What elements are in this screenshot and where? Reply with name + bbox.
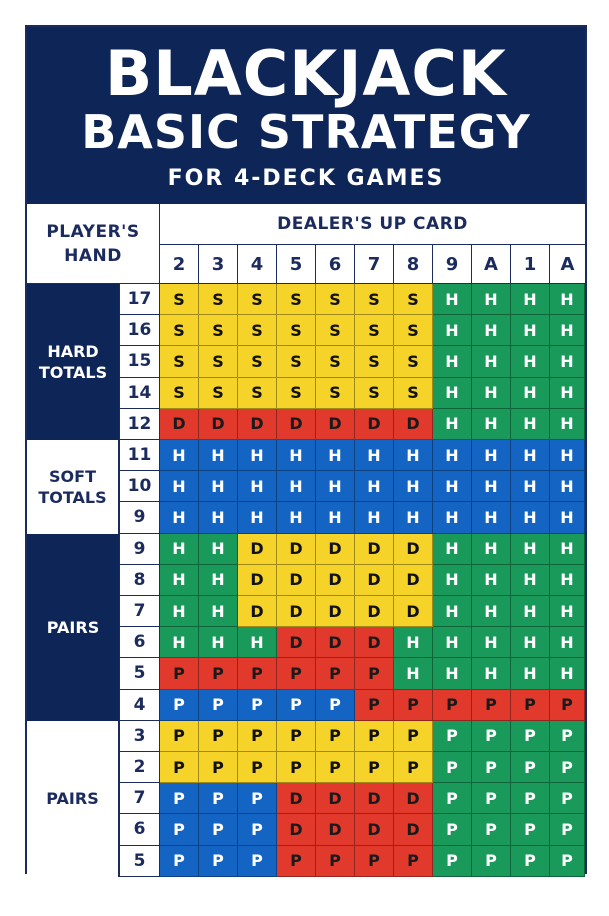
strategy-cell: P (238, 752, 277, 783)
strategy-cell: S (277, 284, 316, 315)
strategy-cell: P (199, 783, 238, 814)
strategy-cell: D (394, 783, 433, 814)
strategy-cell: H (472, 565, 511, 596)
strategy-cell: P (238, 690, 277, 721)
strategy-cell: H (472, 471, 511, 502)
strategy-cell: H (199, 565, 238, 596)
strategy-cell: P (394, 721, 433, 752)
strategy-cell: P (433, 846, 472, 877)
strategy-cell: P (160, 752, 199, 783)
player-hand-value: 2 (119, 752, 160, 783)
strategy-cell: S (394, 315, 433, 346)
strategy-cell: D (355, 627, 394, 658)
strategy-cell: H (550, 534, 585, 565)
strategy-cell: S (355, 346, 394, 377)
strategy-cell: H (472, 378, 511, 409)
strategy-cell: H (199, 502, 238, 533)
strategy-cell: P (355, 690, 394, 721)
strategy-cell: H (160, 471, 199, 502)
strategy-cell: H (433, 565, 472, 596)
strategy-cell: H (472, 315, 511, 346)
strategy-cell: P (433, 721, 472, 752)
strategy-cell: D (199, 409, 238, 440)
player-hand-value: 17 (119, 284, 160, 315)
strategy-cell: H (433, 471, 472, 502)
section-label-4: PAIRS (27, 721, 119, 877)
strategy-cell: P (316, 752, 355, 783)
strategy-cell: H (550, 565, 585, 596)
strategy-cell: D (394, 534, 433, 565)
strategy-cell: H (550, 346, 585, 377)
strategy-cell: P (433, 783, 472, 814)
strategy-cell: P (277, 846, 316, 877)
strategy-cell: D (355, 534, 394, 565)
strategy-cell: P (511, 783, 550, 814)
strategy-cell: P (394, 846, 433, 877)
strategy-cell: H (472, 284, 511, 315)
strategy-cell: S (277, 378, 316, 409)
strategy-cell: S (238, 346, 277, 377)
player-hand-value: 14 (119, 378, 160, 409)
dealer-card-7: 8 (394, 245, 433, 284)
dealer-card-4: 5 (277, 245, 316, 284)
strategy-cell: P (355, 752, 394, 783)
title-banner (27, 27, 585, 204)
strategy-cell: H (238, 627, 277, 658)
strategy-cell: D (316, 409, 355, 440)
strategy-cell: D (238, 409, 277, 440)
section-label-2: SOFT TOTALS (27, 440, 119, 534)
strategy-cell: P (511, 846, 550, 877)
strategy-cell: S (160, 315, 199, 346)
strategy-cell: S (160, 346, 199, 377)
dealer-card-6: 7 (355, 245, 394, 284)
strategy-cell: H (511, 658, 550, 689)
player-hand-value: 9 (119, 534, 160, 565)
strategy-cell: P (160, 846, 199, 877)
player-hand-value: 6 (119, 627, 160, 658)
strategy-chart (25, 25, 587, 874)
strategy-cell: H (394, 471, 433, 502)
strategy-cell: P (277, 752, 316, 783)
strategy-cell: P (550, 783, 585, 814)
strategy-cell: H (199, 534, 238, 565)
strategy-cell: H (550, 378, 585, 409)
dealer-card-1: 2 (160, 245, 199, 284)
strategy-cell: P (472, 814, 511, 845)
strategy-cell: D (277, 534, 316, 565)
strategy-cell: H (550, 409, 585, 440)
strategy-cell: H (511, 315, 550, 346)
strategy-cell: H (433, 658, 472, 689)
strategy-cell: P (160, 690, 199, 721)
strategy-cell: H (433, 346, 472, 377)
strategy-cell: S (316, 284, 355, 315)
strategy-cell: S (316, 315, 355, 346)
strategy-cell: H (472, 409, 511, 440)
strategy-cell: H (472, 346, 511, 377)
strategy-cell: H (472, 596, 511, 627)
strategy-cell: H (550, 627, 585, 658)
strategy-cell: S (199, 284, 238, 315)
strategy-cell: S (394, 346, 433, 377)
section-label-3: PAIRS (27, 534, 119, 721)
strategy-cell: P (472, 752, 511, 783)
strategy-cell: P (550, 846, 585, 877)
strategy-cell: P (199, 658, 238, 689)
strategy-cell: D (355, 596, 394, 627)
strategy-cell: P (472, 783, 511, 814)
strategy-cell: H (277, 440, 316, 471)
strategy-cell: H (160, 440, 199, 471)
strategy-cell: P (160, 721, 199, 752)
strategy-cell: P (433, 752, 472, 783)
strategy-cell: H (238, 440, 277, 471)
strategy-cell: H (472, 440, 511, 471)
strategy-cell: D (394, 409, 433, 440)
strategy-cell: D (316, 534, 355, 565)
strategy-cell: P (511, 690, 550, 721)
strategy-cell: H (433, 627, 472, 658)
strategy-cell: H (277, 502, 316, 533)
player-hand-value: 7 (119, 783, 160, 814)
strategy-cell: H (316, 471, 355, 502)
strategy-cell: S (355, 315, 394, 346)
strategy-cell: D (355, 814, 394, 845)
strategy-cell: P (238, 721, 277, 752)
strategy-cell: H (550, 315, 585, 346)
strategy-cell: D (316, 814, 355, 845)
strategy-cell: P (472, 690, 511, 721)
player-hand-value: 15 (119, 346, 160, 377)
strategy-cell: H (160, 534, 199, 565)
strategy-cell: D (238, 534, 277, 565)
dealer-up-card-header: DEALER'S UP CARD (160, 204, 585, 245)
strategy-cell: H (511, 409, 550, 440)
strategy-cell: S (355, 284, 394, 315)
strategy-cell: H (160, 627, 199, 658)
strategy-cell: H (355, 440, 394, 471)
strategy-cell: P (550, 721, 585, 752)
strategy-cell: P (394, 690, 433, 721)
strategy-cell: H (511, 627, 550, 658)
section-label-1: HARD TOTALS (27, 284, 119, 440)
strategy-cell: H (394, 502, 433, 533)
strategy-cell: S (394, 378, 433, 409)
strategy-cell: D (277, 409, 316, 440)
strategy-cell: S (394, 284, 433, 315)
strategy-cell: S (316, 378, 355, 409)
strategy-cell: P (316, 846, 355, 877)
strategy-cell: P (277, 721, 316, 752)
strategy-cell: H (199, 627, 238, 658)
strategy-cell: S (277, 346, 316, 377)
strategy-cell: P (394, 752, 433, 783)
strategy-cell: D (355, 409, 394, 440)
strategy-cell: H (511, 440, 550, 471)
strategy-cell: P (199, 690, 238, 721)
strategy-cell: P (355, 721, 394, 752)
strategy-cell: D (277, 783, 316, 814)
strategy-cell: H (433, 378, 472, 409)
strategy-cell: H (433, 502, 472, 533)
strategy-cell: S (199, 315, 238, 346)
dealer-card-8: 9 (433, 245, 472, 284)
strategy-cell: H (511, 502, 550, 533)
dealer-card-10: 1 (511, 245, 550, 284)
player-hand-value: 5 (119, 658, 160, 689)
strategy-cell: D (316, 565, 355, 596)
strategy-cell: H (550, 658, 585, 689)
strategy-cell: P (316, 690, 355, 721)
strategy-cell: P (160, 814, 199, 845)
strategy-cell: H (160, 502, 199, 533)
player-hand-value: 7 (119, 596, 160, 627)
strategy-cell: P (238, 658, 277, 689)
strategy-cell: H (472, 627, 511, 658)
strategy-cell: P (355, 846, 394, 877)
strategy-cell: H (511, 471, 550, 502)
strategy-cell: P (277, 690, 316, 721)
strategy-cell: P (355, 658, 394, 689)
strategy-cell: H (433, 596, 472, 627)
strategy-cell: H (355, 502, 394, 533)
strategy-cell: S (238, 378, 277, 409)
strategy-cell: S (355, 378, 394, 409)
player-hand-value: 12 (119, 409, 160, 440)
strategy-cell: D (277, 814, 316, 845)
strategy-cell: S (277, 315, 316, 346)
strategy-cell: H (550, 502, 585, 533)
strategy-cell: P (199, 752, 238, 783)
strategy-cell: P (433, 690, 472, 721)
strategy-cell: H (394, 627, 433, 658)
strategy-cell: P (472, 846, 511, 877)
strategy-cell: H (199, 596, 238, 627)
strategy-cell: D (316, 627, 355, 658)
player-hand-value: 8 (119, 565, 160, 596)
dealer-card-9: A (472, 245, 511, 284)
strategy-cell: H (316, 440, 355, 471)
strategy-cell: D (277, 627, 316, 658)
strategy-cell: H (511, 534, 550, 565)
strategy-cell: H (316, 502, 355, 533)
strategy-cell: H (472, 502, 511, 533)
strategy-cell: H (511, 284, 550, 315)
strategy-cell: H (472, 534, 511, 565)
strategy-cell: D (277, 565, 316, 596)
strategy-cell: S (238, 284, 277, 315)
strategy-cell: P (433, 814, 472, 845)
strategy-cell: D (238, 596, 277, 627)
player-hand-value: 3 (119, 721, 160, 752)
strategy-cell: P (238, 846, 277, 877)
strategy-cell: D (355, 565, 394, 596)
strategy-cell: P (316, 658, 355, 689)
strategy-cell: P (550, 752, 585, 783)
player-hand-header (27, 204, 160, 284)
strategy-cell: P (238, 783, 277, 814)
player-hand-value: 4 (119, 690, 160, 721)
strategy-cell: H (433, 440, 472, 471)
player-hand-value: 16 (119, 315, 160, 346)
strategy-cell: D (394, 565, 433, 596)
strategy-cell: H (238, 502, 277, 533)
strategy-cell: H (472, 658, 511, 689)
strategy-cell: D (277, 596, 316, 627)
strategy-cell: H (160, 565, 199, 596)
strategy-cell: P (160, 783, 199, 814)
strategy-cell: H (160, 596, 199, 627)
strategy-cell: P (550, 814, 585, 845)
title-line-1: BLACKJACK (105, 37, 507, 110)
strategy-cell: H (394, 658, 433, 689)
strategy-cell: H (277, 471, 316, 502)
strategy-cell: H (433, 315, 472, 346)
strategy-cell: H (511, 346, 550, 377)
strategy-cell: S (316, 346, 355, 377)
player-hand-value: 9 (119, 502, 160, 533)
subtitle: FOR 4-DECK GAMES (167, 166, 445, 191)
dealer-card-3: 4 (238, 245, 277, 284)
player-hand-value: 6 (119, 814, 160, 845)
strategy-cell: D (238, 565, 277, 596)
strategy-cell: H (433, 409, 472, 440)
strategy-cell: S (238, 315, 277, 346)
strategy-cell: H (550, 284, 585, 315)
strategy-cell: P (199, 721, 238, 752)
strategy-cell: H (394, 440, 433, 471)
player-hand-value: 5 (119, 846, 160, 877)
strategy-cell: D (394, 814, 433, 845)
strategy-cell: S (160, 378, 199, 409)
strategy-cell: D (316, 596, 355, 627)
dealer-card-11: A (550, 245, 585, 284)
player-hand-value: 10 (119, 471, 160, 502)
strategy-cell: D (355, 783, 394, 814)
strategy-cell: P (316, 721, 355, 752)
strategy-cell: S (160, 284, 199, 315)
strategy-cell: D (316, 783, 355, 814)
strategy-cell: P (160, 658, 199, 689)
strategy-cell: H (511, 596, 550, 627)
strategy-cell: P (511, 814, 550, 845)
strategy-cell: D (394, 596, 433, 627)
strategy-cell: H (433, 534, 472, 565)
strategy-cell: P (511, 721, 550, 752)
strategy-cell: H (433, 284, 472, 315)
player-hand-value: 11 (119, 440, 160, 471)
strategy-cell: H (511, 378, 550, 409)
dealer-card-5: 6 (316, 245, 355, 284)
strategy-cell: H (550, 596, 585, 627)
strategy-cell: P (472, 721, 511, 752)
player-hand-header-label: PLAYER'S HAND (46, 221, 140, 266)
strategy-cell: H (550, 471, 585, 502)
strategy-cell: H (511, 565, 550, 596)
strategy-cell: H (355, 471, 394, 502)
strategy-cell: H (199, 440, 238, 471)
strategy-cell: H (238, 471, 277, 502)
strategy-cell: P (511, 752, 550, 783)
strategy-cell: P (238, 814, 277, 845)
strategy-cell: P (199, 814, 238, 845)
strategy-cell: S (199, 346, 238, 377)
strategy-cell: P (277, 658, 316, 689)
strategy-cell: D (160, 409, 199, 440)
strategy-cell: P (199, 846, 238, 877)
title-line-2: BASIC STRATEGY (81, 105, 531, 159)
strategy-cell: H (199, 471, 238, 502)
strategy-cell: P (550, 690, 585, 721)
strategy-cell: S (199, 378, 238, 409)
strategy-cell: H (550, 440, 585, 471)
dealer-card-2: 3 (199, 245, 238, 284)
